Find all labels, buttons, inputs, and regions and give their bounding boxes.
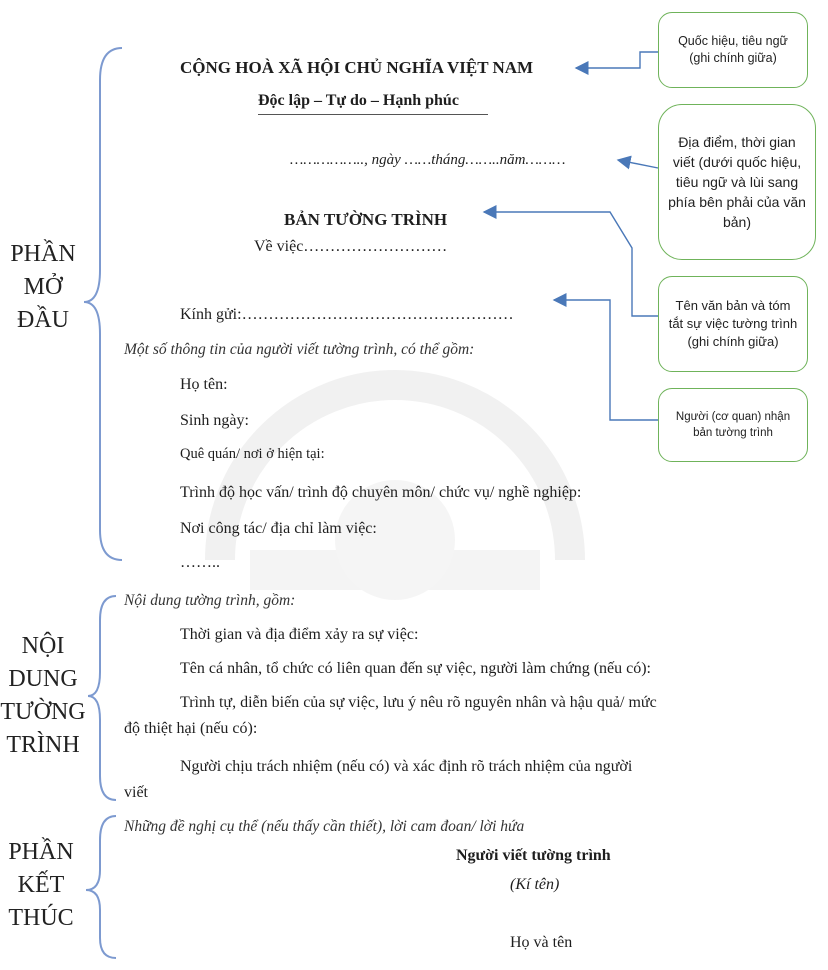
section-label-line: TRÌNH [6,732,80,758]
callout-text: Người (cơ quan) nhận bản tường trình [675,411,791,439]
writer-field: Quê quán/ nơi ở hiện tại: [180,446,325,462]
content-item-continued: độ thiệt hại (nếu có): [124,720,258,737]
section-label-line: THÚC [8,905,74,931]
callout-recipient [658,388,808,462]
recipient-line: Kính gửi:…………………………………………… [180,306,514,323]
section-label-line: DUNG [8,666,78,692]
motto: Độc lập – Tự do – Hạnh phúc [258,92,459,109]
content-item-continued: viết [124,784,148,801]
place-date-line: …………….., ngày ……tháng……..năm……… [290,152,566,168]
section-label-line: KẾT [17,872,65,898]
writer-info-intro: Một số thông tin của người viết tường trình, có thể gồm: [124,341,475,358]
section-label-line: TƯỜNG [0,699,86,725]
section-label-line: NỘI [21,633,65,659]
content-item: Thời gian và địa điểm xảy ra sự việc: [180,626,419,643]
section-label-line: ĐẦU [17,307,69,333]
content-item: Trình tự, diễn biến của sự việc, lưu ý nêu rõ nguyên nhân và hậu quả/ mức [180,694,657,711]
callout-text: Tên văn bản và tóm tắt sự việc tường trình (ghi chính giữa) [668,298,798,349]
callout-document-title [658,276,808,372]
callout-place-date [658,104,816,260]
writer-field: Sinh ngày: [180,412,249,429]
content-intro: Nội dung tường trình, gồm: [124,592,296,609]
signature-note: (Kí tên) [510,876,560,893]
callout-national-motto [658,12,808,88]
writer-field: Trình độ học vấn/ trình độ chuyên môn/ chức vụ/ nghề nghiệp: [180,484,582,501]
document-title: BẢN TƯỜNG TRÌNH [284,210,448,229]
signer-title: Người viết tường trình [456,847,611,864]
content-item: Tên cá nhân, tổ chức có liên quan đến sự việc, người làm chứng (nếu có): [180,660,651,677]
writer-field: …….. [180,554,220,571]
section-label-line: PHẦN [10,241,76,267]
writer-field: Nơi công tác/ địa chỉ làm việc: [180,520,377,537]
callout-text: Địa điểm, thời gian viết (dưới quốc hiệu, tiêu ngữ và lùi sang phía bên phải của văn bản) [668,134,806,230]
callout-text: Quốc hiệu, tiêu ngữ (ghi chính giữa) [678,34,788,65]
signer-name: Họ và tên [510,934,573,951]
section-label-line: PHẦN [8,839,74,865]
writer-field: Họ tên: [180,376,228,393]
closing-line: Những đề nghị cụ thể (nếu thấy cần thiết), lời cam đoan/ lời hứa [124,818,525,835]
content-item: Người chịu trách nhiệm (nếu có) và xác định rõ trách nhiệm của người [180,758,633,775]
section-label-line: MỞ [23,274,63,300]
regarding-text: Về việc……………………… [254,238,448,255]
national-title: CỘNG HOÀ XÃ HỘI CHỦ NGHĨA VIỆT NAM [180,58,534,77]
